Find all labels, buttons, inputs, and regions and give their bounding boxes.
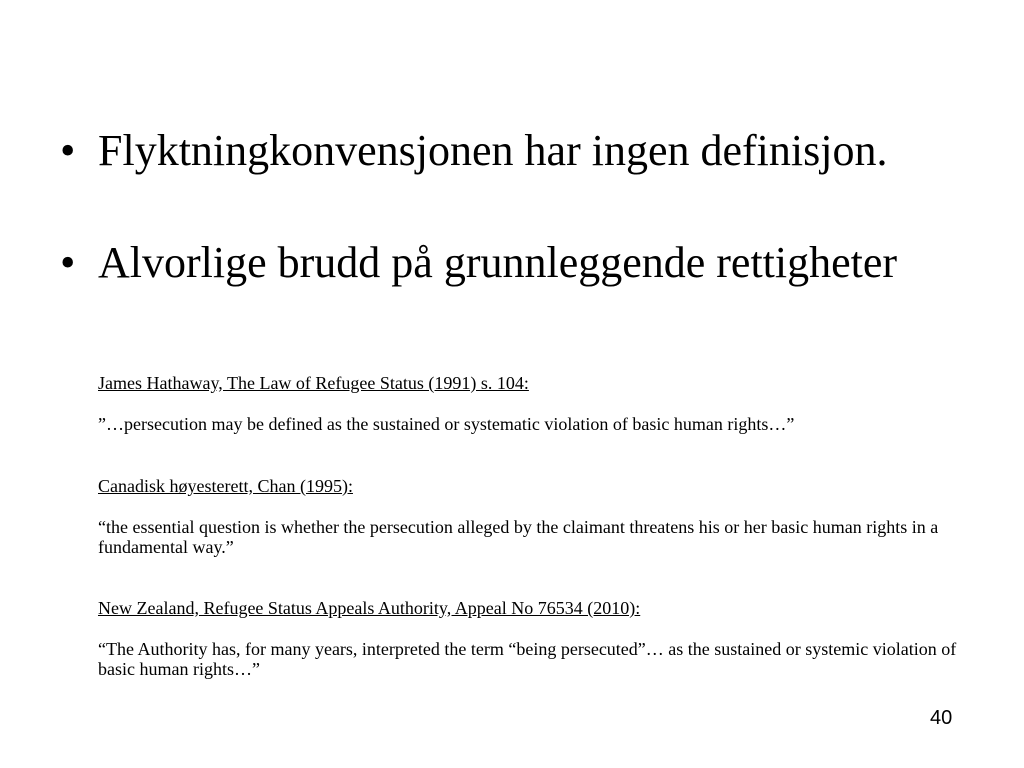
quote-block-chan	[98, 476, 958, 557]
bullet-item-no-definition	[60, 126, 887, 176]
quote-block-hathaway	[98, 373, 958, 434]
quote-source: Canadisk høyesterett, Chan (1995):	[98, 476, 353, 496]
bullet-item-serious-violations	[60, 238, 897, 288]
page-number: 40	[930, 707, 953, 729]
bullet-text: Flyktningkonvensjonen har ingen definisjon.	[98, 126, 888, 175]
bullet-icon: •	[60, 238, 76, 287]
quote-text: ”…persecution may be defined as the sustained or systematic violation of basic human rights…”	[98, 414, 795, 434]
quote-source: New Zealand, Refugee Status Appeals Authority, Appeal No 76534 (2010):	[98, 598, 641, 618]
quote-text: “The Authority has, for many years, interpreted the term “being persecuted”… as the sustained or systemic violation of basic human rights…”	[98, 639, 957, 679]
quote-text: “the essential question is whether the persecution alleged by the claimant threatens his or her basic human rights in a fundamental way.”	[98, 517, 939, 557]
quote-source: James Hathaway, The Law of Refugee Status (1991) s. 104:	[98, 373, 529, 393]
bullet-text: Alvorlige brudd på grunnleggende rettigheter	[98, 238, 898, 287]
bullet-icon: •	[60, 126, 76, 175]
quote-block-new-zealand	[98, 598, 958, 679]
